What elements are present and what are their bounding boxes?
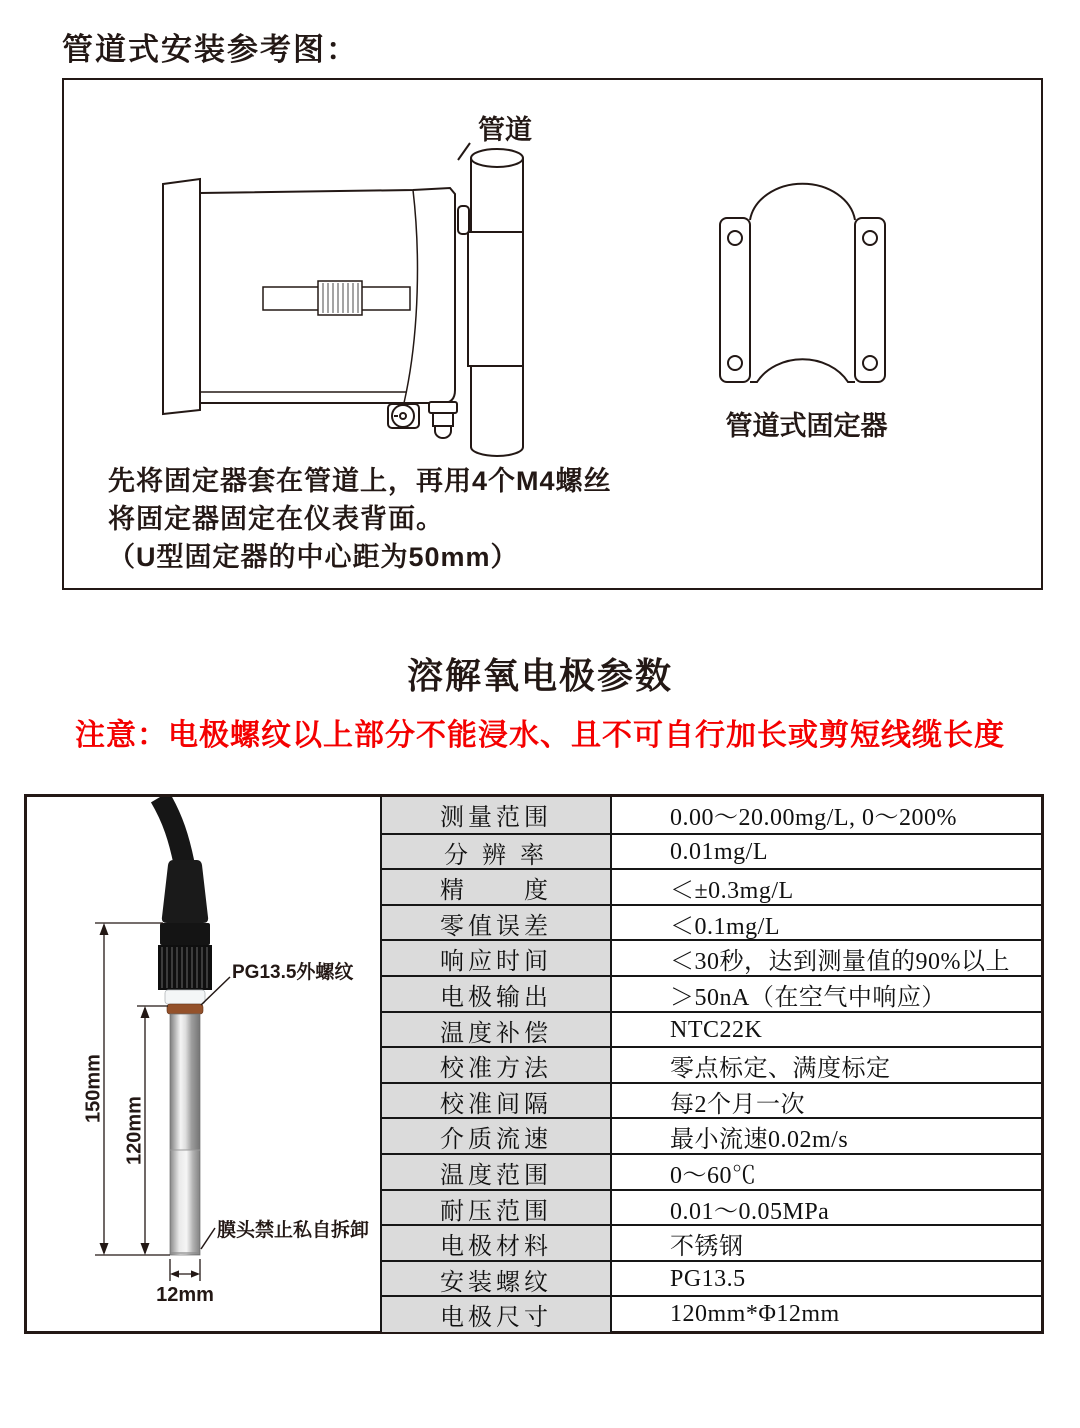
param-value: 最小流速0.02m/s: [670, 1127, 849, 1154]
probe-o-ring: [167, 1004, 203, 1014]
param-value: ＜0.1mg/L: [670, 913, 780, 940]
installation-diagram-box: [62, 78, 1043, 590]
dimension-120mm: 120mm: [123, 1096, 146, 1165]
meter-front-bezel: [163, 179, 200, 414]
table-row: [382, 868, 1041, 904]
meter-rear-tab: [458, 206, 469, 234]
param-label: 电极尺寸: [382, 1297, 612, 1332]
param-value: 0～60℃: [670, 1162, 757, 1189]
thread-callout-label: PG13.5外螺纹: [232, 962, 354, 983]
membrane-callout-leader: [201, 1228, 215, 1249]
param-value: NTC22K: [670, 1016, 763, 1043]
pipe-fixture-label: 管道式固定器: [725, 411, 888, 441]
table-row: [382, 1224, 1041, 1260]
param-value: ＜30秒，达到测量值的90%以上: [670, 949, 1010, 976]
probe-white-ring: [165, 990, 205, 1004]
warning-text: 注意：电极螺纹以上部分不能浸水、且不可自行加长或剪短线缆长度: [75, 719, 1005, 752]
param-value: ＞50nA（在空气中响应）: [670, 984, 946, 1011]
instruction-line-1: 先将固定器套在管道上，再用4个M4螺丝: [108, 466, 612, 496]
parameter-table: [380, 797, 1041, 1331]
param-value: 0.01～0.05MPa: [670, 1198, 830, 1225]
pipe-label: 管道: [478, 115, 532, 145]
installation-instructions: [108, 462, 612, 576]
table-row: [382, 1153, 1041, 1189]
param-value: 120mm*Φ12mm: [670, 1301, 840, 1328]
table-row: [382, 904, 1041, 940]
table-row: [382, 1046, 1041, 1082]
param-label: 安装螺纹: [382, 1262, 612, 1297]
param-value: 每2个月一次: [670, 1091, 805, 1118]
table-row: [382, 797, 1041, 833]
param-label: 测量范围: [382, 797, 612, 833]
param-label: 温度范围: [382, 1155, 612, 1190]
page-title: 管道式安装参考图：: [62, 32, 359, 67]
pipe-clamp: [468, 232, 523, 366]
param-value: 零点标定、满度标定: [670, 1056, 891, 1083]
section-title: 溶解氧电极参数: [406, 655, 673, 696]
param-value: ＜±0.3mg/L: [670, 878, 794, 905]
param-label: 响应时间: [382, 941, 612, 976]
param-label: 介质流速: [382, 1119, 612, 1154]
param-label: 电极材料: [382, 1226, 612, 1261]
param-label: 校准间隔: [382, 1084, 612, 1119]
table-row: [382, 1189, 1041, 1225]
meter-drawing: [163, 179, 457, 438]
table-row: [382, 833, 1041, 869]
param-label: 零值误差: [382, 906, 612, 941]
probe-thread: [158, 945, 212, 990]
probe-boot: [162, 860, 208, 923]
table-row: [382, 939, 1041, 975]
probe-cable: [160, 797, 184, 863]
electrode-parameters-box: [24, 794, 1044, 1334]
pipe-fixture-drawing: [720, 184, 885, 382]
param-value: PG13.5: [670, 1265, 746, 1292]
param-value: 0.01mg/L: [670, 838, 768, 865]
table-row: [382, 1295, 1041, 1331]
param-label: 耐压范围: [382, 1191, 612, 1226]
dimension-12mm: 12mm: [156, 1284, 214, 1306]
table-row: [382, 1011, 1041, 1047]
table-row: [382, 1117, 1041, 1153]
dimension-150mm: 150mm: [82, 1054, 105, 1123]
instruction-line-2: 将固定器固定在仪表背面。: [108, 504, 444, 534]
instruction-line-3: （U型固定器的中心距为50mm）: [108, 542, 519, 572]
probe-membrane-head: [171, 1150, 200, 1254]
table-row: [382, 975, 1041, 1011]
param-label: 精 度: [382, 870, 612, 905]
param-value: 0.00～20.00mg/L, 0～200%: [670, 805, 957, 832]
table-row: [382, 1260, 1041, 1296]
electrode-figure: [27, 797, 380, 1331]
param-label: 电极输出: [382, 977, 612, 1012]
table-row: [382, 1082, 1041, 1118]
membrane-callout-label: 膜头禁止私自拆卸: [217, 1220, 370, 1241]
param-value: 不锈钢: [670, 1234, 744, 1261]
probe-collar: [160, 923, 210, 945]
param-label: 分 辨 率: [382, 835, 612, 870]
electrode-drawing: [27, 797, 380, 1331]
param-label: 温度补偿: [382, 1013, 612, 1048]
param-label: 校准方法: [382, 1048, 612, 1083]
